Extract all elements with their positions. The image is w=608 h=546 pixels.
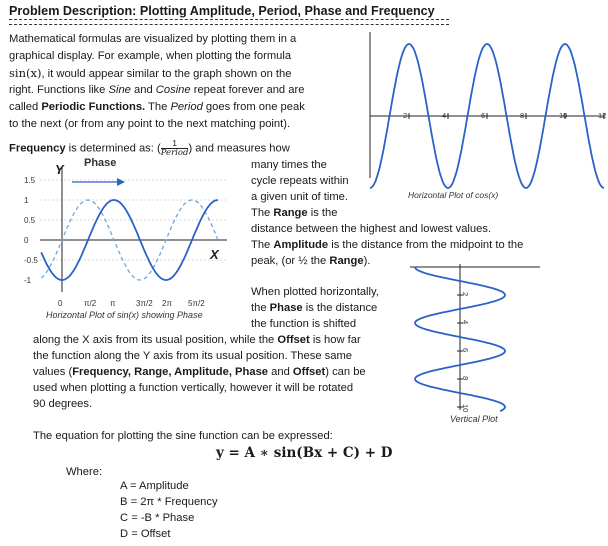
intro-line-6: to the next (or from any point to the next matching point). [9,118,291,130]
phase-label: Phase [84,157,117,169]
frequency-line: Frequency is determined as: ( $\frac{1}{\text{Period}}$ ) and measures how [9,138,290,158]
sin-x-tick-label: π/2 [84,299,97,308]
sin-x-axis-label: X [210,247,219,262]
intro-line-3: sin(x), it would appear similar to the graph shown on the [9,66,292,80]
cos-caption: Horizontal Plot of cos(x) [408,190,499,200]
cos-tick-label: 12 [598,111,607,120]
intro-line-4: right. Functions like Sine and Cosine repeat forever and are [9,84,305,96]
sin-x-tick-label: π [110,299,116,308]
title-divider [9,19,449,25]
cos-tick-label: 2 [403,111,408,120]
sin-grid [40,180,227,260]
vert-tick-label: 10 [461,404,470,413]
cos-tick-label: 4 [442,111,447,120]
cos-tick-label: 8 [520,111,525,120]
sin-y-tick-label: 1 [24,196,29,205]
sin-x-tick-group [58,299,205,308]
sin-x-tick-label: 5π/2 [188,299,205,308]
cos-tick-label: 6 [481,111,486,120]
where-label: Where: [66,466,103,478]
sin-y-tick-label: 0 [24,236,29,245]
intro-line-5: called Periodic Functions. The Period goes from one peak [9,101,305,113]
phase-arrow-head [117,178,125,186]
intro-line-2: graphical display. For example, when plotting the formula [9,50,292,62]
sin-y-tick-label: 0.5 [24,216,36,225]
sin-y-axis-label: Y [55,162,64,177]
sin-caption: Horizontal Plot of sin(x) showing Phase [46,310,203,320]
sin-x-tick-label: 3π/2 [136,299,153,308]
sin-phase-plot [22,156,252,322]
sin-y-tick-label: -0.5 [24,256,38,265]
frequency-fraction: $\frac{1}{\text{Period}}$ [160,138,189,158]
sin-y-tick-label: 1.5 [24,176,36,185]
sin-y-tick-group [24,176,38,285]
vert-tick-label: 8 [461,376,470,381]
vert-caption: Vertical Plot [450,414,498,424]
vert-tick-label: 6 [461,348,470,353]
cos-tick-label: 10 [559,111,568,120]
where-item: B = 2π * Frequency [120,496,218,508]
formula-sin-x: sin(x) [9,66,42,80]
sin-x-tick-label: 2π [162,299,172,308]
intro-line-1: Mathematical formulas are visualized by plotting them in a [9,33,297,45]
page-title: Problem Description: Plotting Amplitude, Period, Phase and Frequency [9,4,435,18]
where-item: A = Amplitude [120,480,189,492]
sin-x-tick-label: 0 [58,299,63,308]
where-item: D = Offset [120,528,171,540]
equation-intro: The equation for plotting the sine function can be expressed: [33,430,333,442]
sin-y-tick-label: -1 [24,276,32,285]
vert-tick-label: 2 [461,292,470,297]
cos-plot [360,28,605,204]
vert-tick-label: 4 [461,320,470,325]
where-item: C = -B * Phase [120,512,195,524]
vertical-plot [400,262,560,428]
sine-equation: y = A ∗ sin(Bx + C) + D [216,445,393,461]
